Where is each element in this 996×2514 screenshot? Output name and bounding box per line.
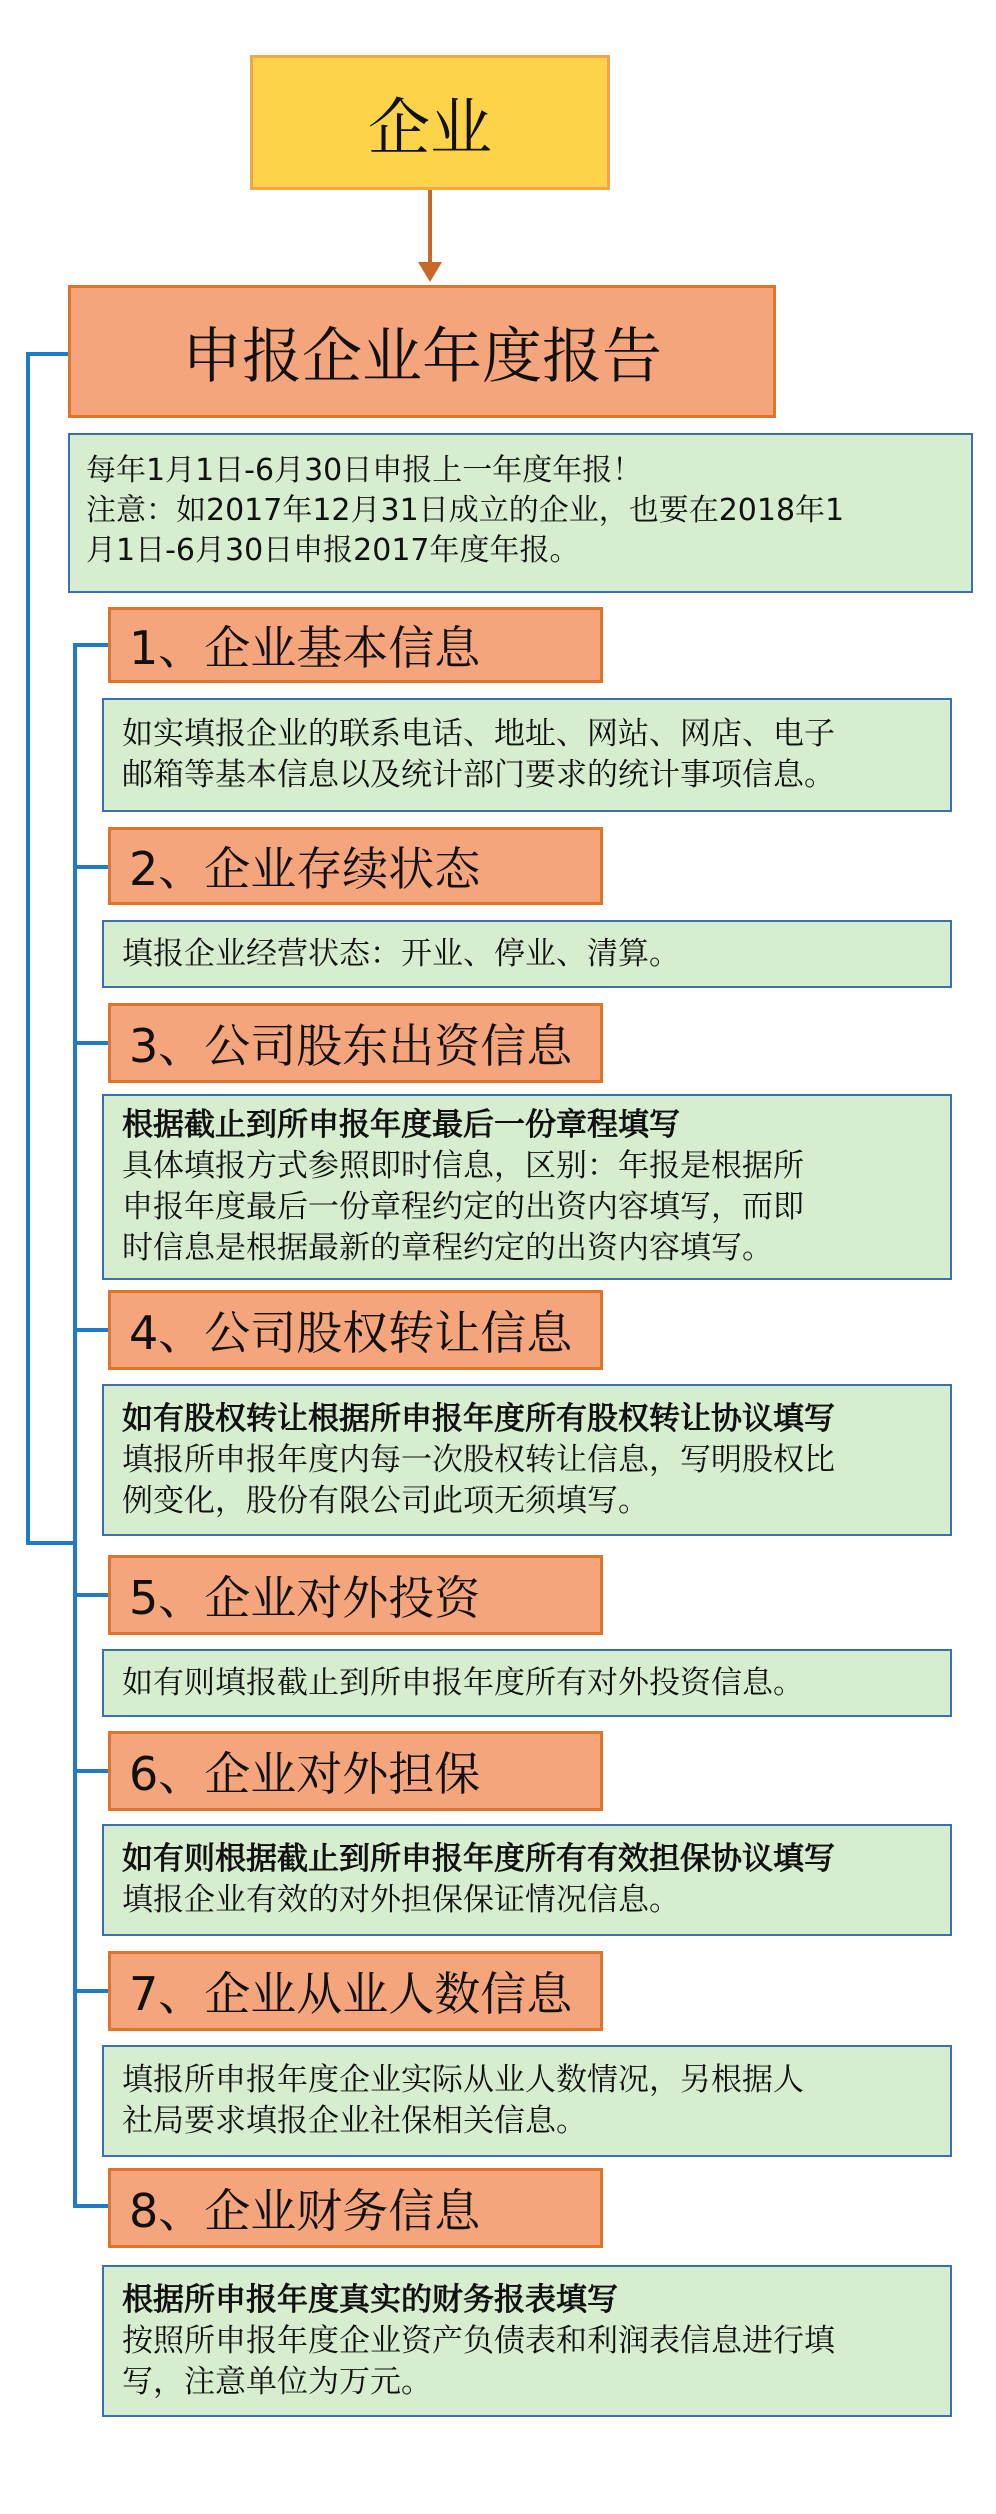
item-8-desc xyxy=(102,2265,952,2417)
desc-line: 邮箱等基本信息以及统计部门要求的统计事项信息。 xyxy=(122,757,835,793)
item-8-title xyxy=(108,2168,603,2248)
notice-line: 月1日-6月30日申报2017年度年报。 xyxy=(86,533,580,568)
notice-line: 注意：如2017年12月31日成立的企业，也要在2018年1 xyxy=(86,493,845,528)
notice-line: 每年1月1日-6月30日申报上一年度年报！ xyxy=(86,453,643,488)
item-3-desc xyxy=(102,1094,952,1280)
desc-line: 社局要求填报企业社保相关信息。 xyxy=(122,2103,587,2139)
item-6-title xyxy=(108,1731,603,1811)
desc-line: 填报所申报年度企业实际从业人数情况，另根据人 xyxy=(122,2062,804,2098)
item-2-desc xyxy=(102,920,952,988)
desc-bold-line: 如有股权转让根据所申报年度所有股权转让协议填写 xyxy=(122,1400,835,1437)
item-4-title xyxy=(108,1290,603,1370)
desc-line: 填报企业有效的对外担保保证情况信息。 xyxy=(122,1882,680,1918)
item-label: 7、企业从业人数信息 xyxy=(129,1967,573,2021)
arrow-head-icon xyxy=(418,262,442,282)
item-label: 4、公司股权转让信息 xyxy=(129,1306,573,1360)
item-5-desc xyxy=(102,1649,952,1717)
desc-line: 例变化，股份有限公司此项无须填写。 xyxy=(122,1482,649,1519)
desc-line: 按照所申报年度企业资产负债表和利润表信息进行填 xyxy=(122,2322,835,2359)
item-7-desc xyxy=(102,2045,952,2157)
item-label: 8、企业财务信息 xyxy=(129,2184,481,2238)
item-3-title xyxy=(108,1003,603,1083)
desc-line: 如实填报企业的联系电话、地址、网站、网店、电子 xyxy=(122,716,835,752)
desc-line: 申报年度最后一份章程约定的出资内容填写，而即 xyxy=(122,1189,804,1225)
enterprise-label: 企业 xyxy=(367,91,492,164)
item-4-desc xyxy=(102,1384,952,1536)
item-label: 2、企业存续状态 xyxy=(129,842,481,896)
item-label: 5、企业对外投资 xyxy=(129,1571,481,1625)
item-label: 3、公司股东出资信息 xyxy=(129,1019,573,1073)
desc-bold-line: 如有则根据截止到所申报年度所有有效担保协议填写 xyxy=(122,1841,835,1877)
item-7-title xyxy=(108,1951,603,2031)
desc-line: 填报企业经营状态：开业、停业、清算。 xyxy=(122,935,680,972)
desc-bold-line: 根据截止到所申报年度最后一份章程填写 xyxy=(122,1107,680,1143)
item-5-title xyxy=(108,1555,603,1635)
item-6-desc xyxy=(102,1824,952,1936)
notice-box xyxy=(68,433,973,593)
item-label: 1、企业基本信息 xyxy=(129,621,481,675)
enterprise-box xyxy=(250,55,610,190)
report-title-box xyxy=(68,285,776,418)
desc-line: 写，注意单位为万元。 xyxy=(122,2363,432,2400)
desc-bold-line: 根据所申报年度真实的财务报表填写 xyxy=(122,2281,618,2318)
item-1-title xyxy=(108,607,603,683)
desc-line: 时信息是根据最新的章程约定的出资内容填写。 xyxy=(122,1230,773,1266)
desc-line: 填报所申报年度内每一次股权转让信息，写明股权比 xyxy=(122,1441,835,1478)
desc-line: 如有则填报截止到所申报年度所有对外投资信息。 xyxy=(122,1664,804,1701)
item-1-desc xyxy=(102,698,952,812)
report-title: 申报企业年度报告 xyxy=(182,321,662,392)
desc-line: 具体填报方式参照即时信息，区别：年报是根据所 xyxy=(122,1148,804,1184)
item-label: 6、企业对外担保 xyxy=(129,1747,481,1801)
item-2-title xyxy=(108,827,603,905)
